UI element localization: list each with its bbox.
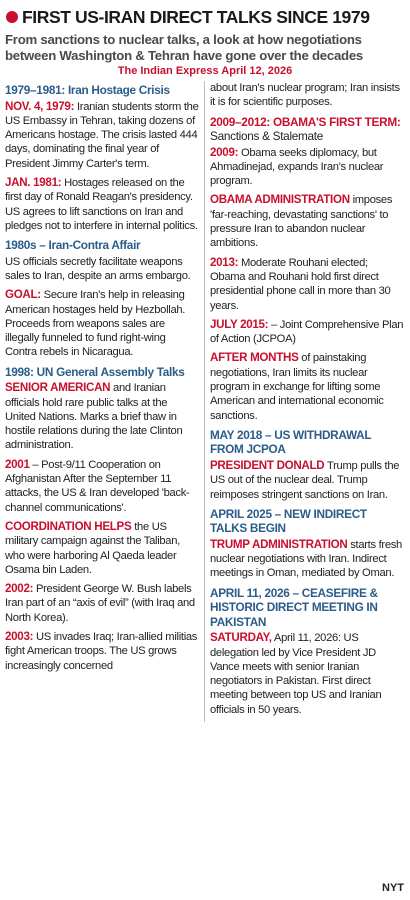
entry-lead: COORDINATION HELPS: [5, 519, 132, 533]
source-line: The Indian Express April 12, 2026: [117, 65, 293, 77]
entry-lead: AFTER MONTHS: [210, 351, 299, 365]
timeline-entry: [210, 538, 405, 581]
section-heading: [210, 115, 405, 144]
entry-text: Trump pulls the US out of the nuclear deal. Trump reimposes stringent sanctions on Iran.: [210, 459, 400, 501]
entry-lead: JULY 2015:: [210, 317, 269, 331]
entry-text: and Iranian officials hold rare public talks at the United Nations. Marks a brief thaw in hostile relations during the late Clinton administration.: [5, 382, 183, 452]
section-heading: APRIL 2025 – NEW INDIRECT TALKS BEGIN: [210, 506, 367, 536]
section-heading: 1980s – Iran-Contra Affair: [5, 238, 141, 253]
timeline-entry: [210, 81, 405, 110]
section-heading: 1998: UN General Assembly Talks: [5, 364, 185, 379]
entry-lead: SATURDAY,: [210, 631, 272, 645]
timeline-entry: [5, 255, 199, 284]
entry-text: April 11, 2026: US delegation led by Vice President JD Vance meets with senior Iranian negotiators in Pakistan. First direct meeting between top US and Iranian officials in 50 years.: [210, 632, 382, 716]
source-credit: NYT: [382, 882, 404, 894]
heading-subtitle: Sanctions & Stalemate: [210, 129, 324, 144]
entry-text: US invades Iraq; Iran-allied militias fight American troops. The US grows increasingly concerned: [5, 631, 198, 672]
left-column: [5, 81, 205, 722]
section-heading: 1979–1981: Iran Hostage Crisis: [5, 83, 170, 97]
timeline-entry: [5, 458, 199, 515]
entry-lead: 2001: [5, 457, 30, 471]
headline-row: [5, 4, 405, 30]
entry-text: Obama seeks diplomacy, but Ahmadinejad, expands Iran's nuclear program.: [210, 146, 384, 188]
entry-lead: JAN. 1981:: [5, 175, 62, 189]
entry-text: about Iran's nuclear program; Iran insists it is for scientific purposes.: [210, 82, 400, 109]
right-column: [205, 81, 405, 722]
entry-lead: 2002:: [5, 582, 34, 596]
entry-text: President George W. Bush labels Iran part of an “axis of evil” (with Iraq and North Korea).: [5, 583, 195, 624]
timeline-entry: [5, 582, 199, 625]
entry-lead: GOAL:: [5, 288, 41, 302]
entry-lead: PRESIDENT DONALD: [210, 458, 325, 472]
entry-text: Iranian students storm the US Embassy in Tehran, taking dozens of Americans hostage. The crisis lasted 444 days, dominating the final year of President Jimmy Carter's term.: [5, 100, 199, 170]
headline: FIRST US-IRAN DIRECT TALKS SINCE 1979: [22, 6, 370, 27]
section-heading: MAY 2018 – US WITHDRAWAL FROM JCPOA: [210, 427, 372, 457]
entry-text: starts fresh nuclear negotiations with Iran. Indirect meetings in Oman, mediated by Oman.: [210, 538, 402, 580]
entry-text: – Joint Comprehensive Plan of Action (JCPOA): [210, 318, 404, 346]
timeline-entry: [5, 176, 199, 233]
timeline-entry: [5, 381, 199, 452]
timeline-entry: [5, 520, 199, 577]
timeline-entry: [210, 459, 405, 502]
timeline-entry: [5, 288, 199, 359]
timeline-entry: [210, 146, 405, 189]
entry-text: – Post-9/11 Cooperation on Afghanistan After the September 11 attacks, the US & Iran developed 'back-channel communications'.: [5, 458, 190, 514]
section-heading: APRIL 11, 2026 – CEASEFIRE & HISTORIC DIRECT MEETING IN PAKISTAN: [210, 585, 378, 629]
entry-lead: 2009:: [210, 145, 239, 159]
entry-lead: TRUMP ADMINISTRATION: [210, 537, 348, 551]
dek: From sanctions to nuclear talks, a look at how negotiations between Washington & Tehran have gone over the decades: [5, 32, 364, 63]
timeline-entry: [210, 318, 405, 347]
timeline-entry: [5, 630, 199, 673]
timeline-entry: [210, 256, 405, 313]
heading-title: 2009–2012: OBAMA'S FIRST TERM:: [210, 114, 401, 129]
entry-text: imposes 'far-reaching, devastating sanctions' to pressure Iran to abandon nuclear ambitions.: [210, 194, 393, 250]
red-bullet-icon: [6, 11, 18, 23]
entry-lead: OBAMA ADMINISTRATION: [210, 193, 350, 207]
timeline-entry: [5, 100, 199, 171]
entry-text: Hostages released on the first day of Ronald Reagan's presidency. US agrees to lift sanctions on Iran and pledges not to interfere in internal politics.: [5, 176, 198, 232]
entry-lead: NOV. 4, 1979:: [5, 99, 75, 113]
entry-text: the US military campaign against the Taliban, who were harboring Al Qaeda leader Osama bin Laden.: [5, 520, 180, 576]
entry-text: of painstaking negotiations, Iran limits its nuclear program in exchange for lifting some American and international economic sanctions.: [210, 352, 384, 422]
entry-text: Moderate Rouhani elected; Obama and Rouhani hold first direct presidential phone call in more than 30 years.: [210, 256, 391, 312]
entry-lead: 2013:: [210, 255, 239, 269]
timeline-columns: [5, 81, 405, 722]
timeline-entry: [210, 193, 405, 250]
entry-lead: SENIOR AMERICAN: [5, 381, 111, 395]
entry-text: Secure Iran's help in releasing American hostages held by Hezbollah. Proceeds from weapons sales are illegally funneled to fund right-wing Contra rebels in Nicaragua.: [5, 289, 186, 359]
timeline-entry: [210, 631, 405, 717]
entry-text: US officials secretly facilitate weapons sales to Iran, despite an arms embargo.: [5, 255, 191, 282]
timeline-entry: [210, 351, 405, 422]
entry-lead: 2003:: [5, 630, 34, 643]
